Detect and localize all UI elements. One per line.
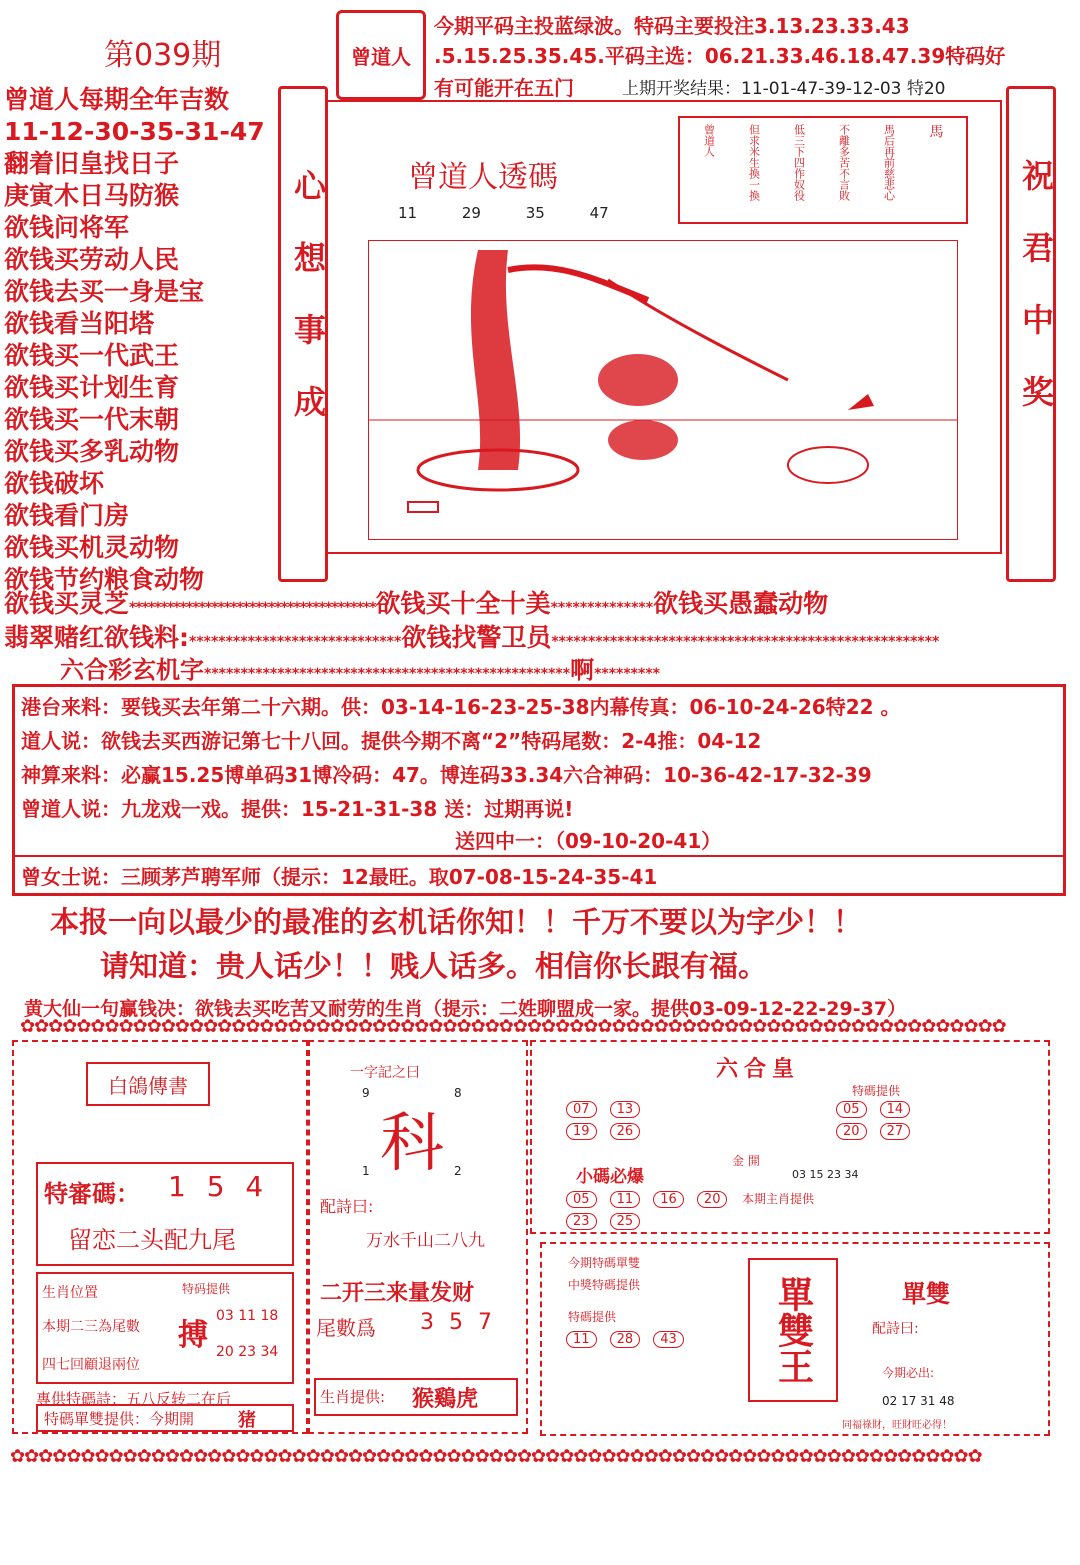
left-line: 庚寅木日马防猴: [4, 181, 180, 210]
left-line: 11-12-30-35-31-47: [4, 117, 265, 146]
poem-col: 不離多苦不言敗: [837, 124, 851, 201]
tail-nums: 3 5 7: [420, 1310, 496, 1335]
sd-left-title: 今期特碼單雙: [568, 1256, 641, 1270]
logo-text: 曾道人: [351, 44, 411, 69]
scroll-title: 曾道人透碼: [408, 160, 558, 195]
slogan-line-1: 本报一向以最少的最准的玄机话你知！！千万不要以为字少！！: [50, 905, 863, 939]
poem-col: 但求米生換一換: [747, 124, 761, 201]
tail-label: 尾數爲: [316, 1316, 376, 1340]
last-result: 上期开奖结果：11-01-47-39-12-03 特20: [622, 79, 946, 99]
bo-nums-1: 03 11 18: [216, 1308, 279, 1324]
mid-poem: 万水千山二八九: [366, 1231, 485, 1251]
left-line: 欲钱买机灵动物: [4, 533, 180, 562]
tema-label: 特審碼：: [44, 1180, 140, 1208]
bottom-left-panel: [12, 1040, 308, 1434]
liuhe-footer-label: 本期主肖提供: [742, 1192, 815, 1206]
row-line-2-mid: 欲钱找警卫员: [401, 623, 552, 652]
row-line-3: 六合彩玄机字**************************************************啊*********: [60, 656, 660, 684]
number-pill: 25: [610, 1213, 641, 1230]
number-pill: 19: [566, 1123, 597, 1140]
number-pill: 26: [610, 1123, 641, 1140]
poem-label: 配詩曰:: [320, 1197, 374, 1216]
sd-footer: 同福祿財，旺財旺必得！: [842, 1420, 952, 1431]
liuhe-panel: [530, 1040, 1050, 1234]
left-line: 欲钱看当阳塔: [4, 309, 155, 338]
sd-left-sub1: 中獎特碼提供: [568, 1278, 641, 1292]
left-line: 欲钱节约粮食动物: [4, 565, 205, 594]
number-pill: 20: [836, 1123, 867, 1140]
liuhe-left-pills: [562, 1098, 682, 1142]
zodiac-provide-label: 生肖提供:: [320, 1388, 386, 1406]
number-pill: 11: [566, 1331, 597, 1348]
scroll-number: 11: [398, 204, 418, 222]
header-line-2: .5.15.25.35.45.平码主选：06.21.33.46.18.47.39特码好: [434, 44, 1006, 68]
row-line-3-left: 六合彩玄机字: [60, 656, 204, 684]
sd-right-nums: 02 17 31 48: [882, 1394, 955, 1408]
scroll-poem-box: [678, 116, 968, 224]
number-pill: 43: [653, 1331, 684, 1348]
tema-nums: 1 5 4: [168, 1170, 270, 1203]
pigeon-title: 白鴿傳書: [86, 1062, 210, 1106]
row-line-2: 翡翠赌红欲钱料:*****************************欲钱找警卫员*****************************************************: [4, 623, 940, 652]
poem-col: 曾道人: [702, 124, 716, 157]
left-line: 欲钱买一代武王: [4, 341, 180, 370]
scroll-number: 47: [589, 204, 609, 222]
sd-left-sub2: 特碼提供: [568, 1310, 617, 1324]
zodiac-box: [36, 1272, 294, 1384]
zodiac-provide: 猴鷄虎: [412, 1387, 479, 1412]
left-line: 欲钱去买一身是宝: [4, 277, 205, 306]
info-divider: [15, 855, 1063, 857]
te-label: 特码提供: [182, 1282, 231, 1296]
small-pills: [562, 1188, 762, 1232]
zodiac-pos: 生肖位置: [42, 1285, 98, 1301]
liuhe-top-nums: 03 15 23 34: [792, 1168, 859, 1181]
logo-stamp: [336, 10, 426, 100]
scroll-number: 35: [525, 204, 545, 222]
left-column: [4, 84, 284, 596]
poem-col: 低三下四作奴役: [792, 124, 806, 201]
sd-right-poem: 配詩曰:: [872, 1321, 919, 1337]
left-line: 翻着旧皇找日子: [4, 149, 180, 178]
info-line: 港台来料：要钱买去年第二十六期。供：03-14-16-23-25-38内幕传真：06-10-24-26特22 。: [21, 695, 901, 719]
tail-hint: 本期二三為尾數: [42, 1319, 140, 1335]
liuhe-right-label: 特碼提供: [852, 1084, 901, 1098]
left-line: 欲钱买劳动人民: [4, 245, 180, 274]
zodiac-provide-box: [314, 1378, 518, 1416]
row-line-2-left: 翡翠赌红欲钱料:: [4, 623, 189, 652]
row-line-1-mid: 欲钱买十全十美: [375, 589, 551, 618]
scroll-right-chars: 祝君中奖: [1017, 159, 1055, 447]
row-line-1-left: 欲钱买灵芝: [4, 589, 130, 618]
bottom-mid-panel: [308, 1040, 528, 1434]
poem-col: 馬后再前慈悲心: [882, 124, 896, 201]
wong-tai-sin-line: 黄大仙一句赢钱决：欲钱去买吃苦又耐劳的生肖（提示：二姓聊盟成一家。提供03-09-12-22-29-37）: [24, 998, 907, 1020]
number-pill: 05: [836, 1101, 867, 1118]
number-pill: 16: [653, 1191, 684, 1208]
left-line: 欲钱买多乳动物: [4, 437, 180, 466]
single-double-label: 特碼單雙提供：今期開: [44, 1410, 195, 1428]
number-pill: 28: [610, 1331, 641, 1348]
issue-number: 第039期: [104, 38, 222, 73]
number-pill: 14: [880, 1101, 911, 1118]
single-double-animal: 猪: [238, 1410, 256, 1431]
tema-box: [36, 1162, 294, 1266]
corner-num: 9: [362, 1086, 370, 1100]
left-line: 欲钱买一代末朝: [4, 405, 180, 434]
small-label: 小碼必爆: [576, 1167, 644, 1187]
scroll-left-roller: [278, 86, 328, 582]
retreat-hint: 四七回顧退兩位: [42, 1357, 140, 1373]
sd-right-hint: 今期必出:: [882, 1366, 935, 1380]
info-line: 曾女士说：三顾茅芦聘军师（提示：12最旺。取07-08-15-24-35-41: [21, 865, 658, 889]
scroll-number: 29: [461, 204, 481, 222]
center-label: 金 開: [732, 1154, 760, 1168]
star-divider-bottom: ✿✿✿✿✿✿✿✿✿✿✿✿✿✿✿✿✿✿✿✿✿✿✿✿✿✿✿✿✿✿✿✿✿✿✿✿✿✿✿✿✿✿✿✿✿✿✿✿✿✿✿✿✿✿✿✿✿✿✿✿✿✿✿✿✿✿✿✿✿: [10, 1446, 982, 1467]
info-line: 送四中一：（09-10-20-41）: [455, 829, 722, 853]
corner-num: 8: [454, 1086, 462, 1100]
one-char-label: 一字記之曰: [350, 1065, 420, 1081]
number-pill: 23: [566, 1213, 597, 1230]
number-pill: 05: [566, 1191, 597, 1208]
info-line: 道人说：欲钱去买西游记第七十八回。提供今期不离“2”特码尾数：2-4推：04-12: [21, 729, 762, 753]
scroll-numbers: [398, 204, 609, 222]
sd-big-text: 單雙王: [748, 1258, 838, 1402]
tree-painting: [368, 240, 958, 540]
row-line-3-right: 啊: [570, 656, 595, 684]
sd-left-nums: [562, 1328, 742, 1350]
tema-hint: 留恋二头配九尾: [68, 1226, 236, 1254]
number-pill: 20: [697, 1191, 728, 1208]
scroll-left-chars: 心想事成: [289, 169, 327, 457]
scroll-right-roller: [1006, 86, 1056, 582]
number-pill: 07: [566, 1101, 597, 1118]
info-box: [12, 684, 1066, 896]
poem-col: 馬: [927, 124, 944, 138]
number-pill: 27: [880, 1123, 911, 1140]
fortune-line: 二开三来量发财: [320, 1281, 475, 1306]
big-character: 科: [380, 1107, 444, 1181]
left-line: 欲钱看门房: [4, 501, 130, 530]
number-pill: 11: [610, 1191, 641, 1208]
header-line-3: 有可能开在五门: [434, 76, 574, 100]
sd-right-title: 單雙: [902, 1280, 950, 1308]
info-line: 曾道人说：九龙戏一戏。提供：15-21-31-38 送：过期再说!: [21, 797, 574, 821]
scroll-body: [326, 100, 1002, 554]
left-line: 欲钱问将军: [4, 213, 130, 242]
header-line-1: 今期平码主投蓝绿波。特码主要投注3.13.23.33.43: [434, 14, 910, 38]
liuhe-title: 六合皇: [716, 1057, 801, 1082]
bo-nums-2: 20 23 34: [216, 1344, 279, 1360]
slogan-line-2: 请知道：贵人话少！！贱人话多。相信你长跟有福。: [100, 949, 768, 983]
left-line: 欲钱买计划生育: [4, 373, 180, 402]
info-line: 神算来料：必赢15.25博单码31博冷码：47。博连码33.34六合神码：10-36-42-17-32-39: [21, 763, 872, 787]
left-line: 曾道人每期全年吉数: [4, 85, 230, 114]
left-line: 欲钱破坏: [4, 469, 105, 498]
corner-num: 2: [454, 1164, 462, 1178]
single-double-box: [36, 1404, 294, 1432]
star-divider-top: ✿✿✿✿✿✿✿✿✿✿✿✿✿✿✿✿✿✿✿✿✿✿✿✿✿✿✿✿✿✿✿✿✿✿✿✿✿✿✿✿✿✿✿✿✿✿✿✿✿✿✿✿✿✿✿✿✿✿✿✿✿✿✿✿✿✿✿✿✿✿: [20, 1016, 1006, 1037]
poem-line: 專供特碼詩：五八反转二在后: [36, 1390, 232, 1408]
row-line-1-right: 欲钱买愚蠢动物: [653, 589, 829, 618]
bo-char: 搏: [178, 1318, 208, 1353]
liuhe-right-pills: [832, 1098, 952, 1142]
number-pill: 13: [610, 1101, 641, 1118]
single-double-panel: [540, 1242, 1050, 1436]
corner-num: 1: [362, 1164, 370, 1178]
row-line-1: 欲钱买灵芝***************************************欲钱买十全十美**************欲钱买愚蠢动物: [4, 589, 829, 618]
